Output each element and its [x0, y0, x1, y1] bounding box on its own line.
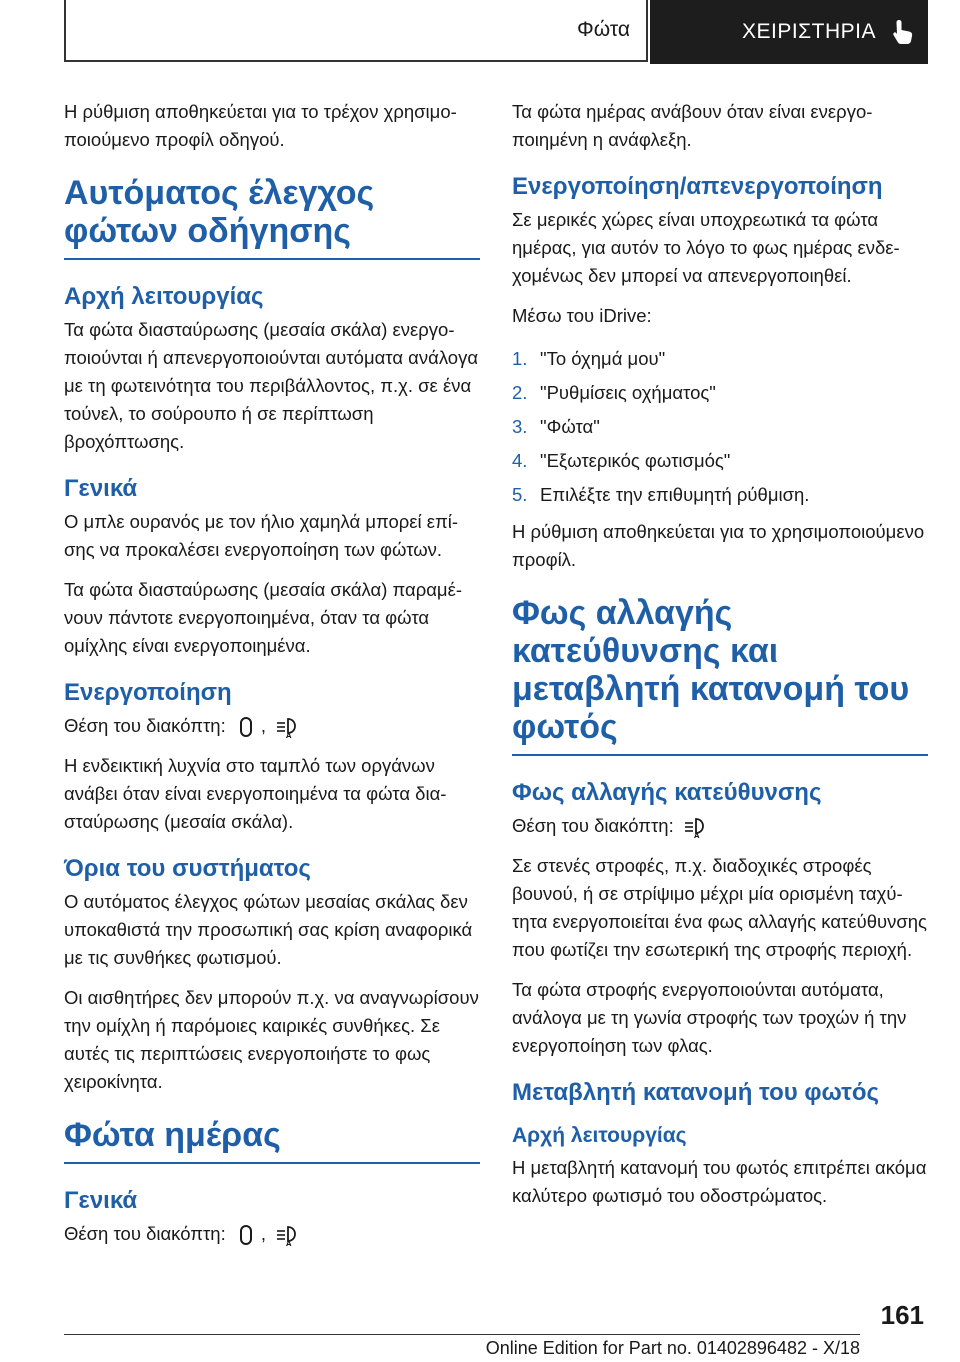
switch-position-label: Θέση του διακόπτη:: [64, 715, 226, 736]
comma: ,: [260, 1223, 267, 1244]
activation-paragraph: Η ενδεικτική λυχνία στο ταμπλό των οργάνων ανάβει όταν είναι ενεργοποιημένα τα φώτα διασταύρωσης (μεσαία σκάλα).: [64, 755, 447, 832]
heading-daytime-lights: Φώτα ημέρας: [64, 1116, 480, 1164]
day-switch-position-line: [64, 1220, 480, 1248]
heading-day-general: Γενικά: [64, 1187, 138, 1214]
toggle-paragraph: Σε μερικές χώρες είναι υποχρεωτικά τα φώτα ημέρας, για αυτόν το λόγο το φως ημέρας ενδεχομένως δεν μπορεί να απενεργοποιηθεί.: [512, 209, 900, 286]
switch-position-label: Θέση του διακόπτη:: [64, 1223, 226, 1244]
general-paragraph-2: Τα φώτα διασταύρωσης (μεσαία σκάλα) παραμένουν πάντοτε ενεργοποιημένα, όταν τα φώτα ομίχλης είναι ενεργοποιημένα.: [64, 579, 462, 656]
right-column: [512, 98, 928, 1222]
limits-paragraph-2: Οι αισθητήρες δεν μπορούν π.χ. να αναγνωρίσουν την ομίχλη ή παρόμοιες καιρικές συνθήκες. Σε αυτές τις περιπτώσεις ενεργοποιήστε το φως χειροκίνητα.: [64, 987, 479, 1092]
switch-position-label: Θέση του διακόπτη:: [512, 815, 674, 836]
page-footer: [64, 1300, 928, 1362]
auto-headlight-icon: [683, 816, 705, 838]
page-header: [64, 0, 928, 64]
svg-text:A: A: [693, 832, 700, 839]
intro-paragraph: Η ρύθμιση αποθηκεύεται για το τρέχον χρησιμοποιούμενο προφίλ οδηγού.: [64, 101, 457, 150]
switch-position-line: [64, 712, 480, 740]
daytime-paragraph: Τα φώτα ημέρας ανάβουν όταν είναι ενεργοποιημένη η ανάφλεξη.: [512, 101, 873, 150]
list-item: 3. "Φώτα": [512, 416, 600, 437]
heading-variable-principle: Αρχή λειτουργίας: [512, 1124, 687, 1147]
auto-headlight-icon: [275, 1224, 297, 1246]
cornering-paragraph-2: Τα φώτα στροφής ενεργοποιούνται αυτόματα, ανάλογα με τη γωνία στροφής των τροχών ή την ενεργοποίηση των φλας.: [512, 979, 907, 1056]
edition-text: Online Edition for Part no. 01402896482 - X/18: [485, 1338, 860, 1358]
manual-tab: [650, 0, 928, 64]
heading-activation: Ενεργοποίηση: [64, 679, 232, 706]
pointing-hand-icon: [890, 18, 916, 46]
comma: ,: [260, 715, 267, 736]
heading-principle: Αρχή λειτουργίας: [64, 283, 264, 310]
heading-system-limits: Όρια του συστήματος: [64, 855, 311, 882]
svg-text:A: A: [286, 732, 292, 739]
list-item: 2. "Ρυθμίσεις οχήματος": [512, 382, 716, 403]
list-item: 4. "Εξωτερικός φωτισμός": [512, 450, 731, 471]
heading-variable-distribution: Μεταβλητή κατανομή του φωτός: [512, 1079, 879, 1106]
switch-off-icon: [235, 1224, 257, 1246]
heading-cornering-sub: Φως αλλαγής κατεύθυνσης: [512, 779, 822, 806]
list-item: 5. Επιλέξτε την επιθυμητή ρύθμιση.: [512, 484, 810, 505]
saved-paragraph: Η ρύθμιση αποθηκεύεται για το χρησιμοποιούμενο προφίλ.: [512, 521, 925, 570]
limits-paragraph-1: Ο αυτόματος έλεγχος φώτων μεσαίας σκάλας δεν υποκαθιστά την προσωπική σας κρίση αναφορικά με τις συνθήκες φωτισμού.: [64, 891, 473, 968]
heading-automatic-headlights: Αυτόματος έλεγχος φώτων οδήγησης: [64, 174, 480, 260]
general-paragraph-1: Ο μπλε ουρανός με τον ήλιο χαμηλά μπορεί επίσης να προκαλέσει ενεργοποίηση των φώτων.: [64, 511, 459, 560]
list-item: 1. "Το όχημά μου": [512, 348, 666, 369]
auto-headlight-icon: [275, 716, 297, 738]
cornering-paragraph-1: Σε στενές στροφές, π.χ. διαδοχικές στροφές βουνού, ή σε στρίψιμο μέχρι μία ορισμένη ταχύτητα ενεργοποιείται ένα φως αλλαγής κατεύθυνσης που φωτίζει την εσωτερική της στροφής περιοχή.: [512, 855, 927, 960]
idrive-steps: [512, 342, 928, 512]
heading-cornering-light: Φως αλλαγής κατεύθυνσης και μεταβλητή κατανομή του φωτός: [512, 594, 928, 756]
manual-title: ΧΕΙΡΙΣΤΗΡΙΑ: [741, 20, 876, 43]
heading-general: Γενικά: [64, 475, 138, 502]
svg-text:A: A: [286, 1240, 292, 1247]
section-title: Φώτα: [577, 18, 630, 41]
left-column: [64, 98, 480, 1260]
section-tab: [64, 0, 648, 62]
cornering-switch-position-line: [512, 812, 928, 840]
variable-paragraph: Η μεταβλητή κατανομή του φωτός επιτρέπει ακόμα καλύτερο φωτισμό του οδοστρώματος.: [512, 1157, 927, 1206]
page-number: 161: [880, 1300, 924, 1330]
heading-activation-deactivation: Ενεργοποίηση/απενεργοποίηση: [512, 173, 883, 200]
principle-paragraph: Τα φώτα διασταύρωσης (μεσαία σκάλα) ενεργοποιούνται ή απενεργοποιούνται αυτόματα ανάλογα με τη φωτεινότητα του περιβάλλοντος, π.χ. σε ένα τούνελ, το σούρουπο ή σε περίπτωση βροχόπτωσης.: [64, 319, 479, 452]
idrive-paragraph: Μέσω του iDrive:: [512, 305, 652, 326]
switch-off-icon: [235, 716, 257, 738]
